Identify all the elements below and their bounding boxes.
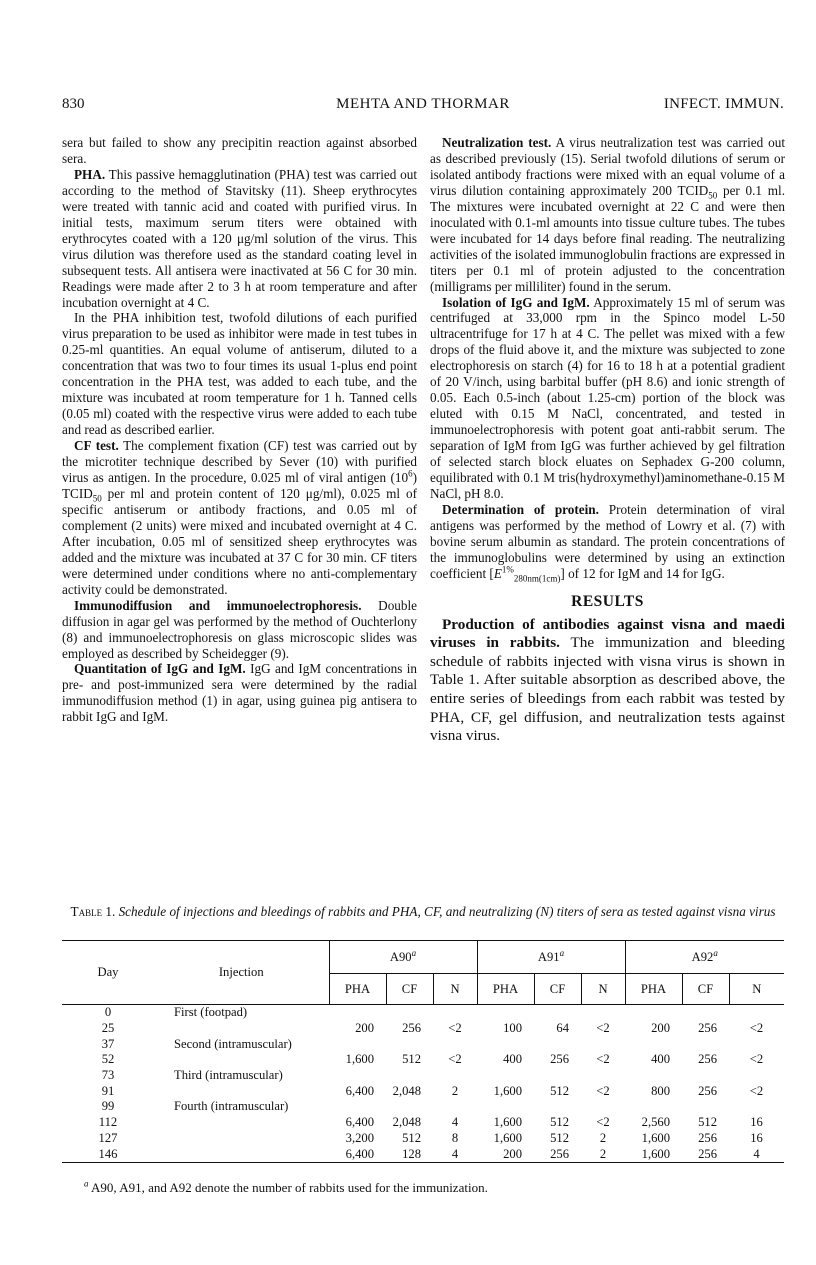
cell-titer: 256	[534, 1146, 581, 1162]
table-body	[62, 1005, 784, 1163]
isolation-text: Approximately 15 ml of serum was centrifuged at 33,000 rpm in the Spinco model L-50 ultracentrifuge for 17 h at 4 C. The pellet was mixed with a few drops of the fluid above it, and the mixture was subjected to zone electrophoresis on starch (4) for 16 to 18 h at a potential gradient of 20 V/inch, using barbital buffer (pH 8.6) and ionic strength of 0.05. Each 0.5-inch (about 1.25-cm) portion of the block was eluted with 0.15 M NaCl, concentrated, and tested in immunoelectrophoresis with potent goat anti-rabbit serum. The separation of IgM from IgG was further achieved by gel filtration of selected starch block eluates on Sephadex G-200 column, equilibrated with 0.1 M tris(hydroxymethyl)aminomethane-0.15 M NaCl, pH 8.0.	[430, 294, 785, 501]
cell-titer: 1,600	[493, 1130, 522, 1145]
subheader-pha: PHA	[625, 974, 682, 1005]
group-a92-mark: a	[713, 947, 718, 958]
cell-titer: 256	[402, 1021, 421, 1036]
cell-titer: 800	[651, 1083, 670, 1098]
header-group-a91	[477, 941, 625, 974]
cell-day: 37	[101, 1036, 115, 1051]
cell-titer	[682, 1068, 729, 1084]
cell-titer	[534, 1036, 581, 1052]
paragraph-immunodiffusion	[62, 598, 417, 662]
cell-titer	[477, 1036, 534, 1052]
group-a92-name: A92	[691, 949, 714, 964]
cell-titer: 400	[503, 1052, 522, 1067]
cell-titer: 6,400	[345, 1115, 374, 1130]
paragraph-neutralization	[430, 135, 785, 295]
cell-titer: 2	[581, 1146, 625, 1162]
cell-titer: 200	[651, 1021, 670, 1036]
quantitation-text: IgG and IgM concentrations in pre- and post-immunized sera were determined by the radial immunodiffusion method (1) in agar, using guinea pig antisera to rabbit IgG and IgM.	[62, 661, 417, 725]
cell-titer	[534, 1005, 581, 1021]
cell-titer	[625, 1005, 682, 1021]
cell-titer: 1,600	[641, 1130, 670, 1145]
cell-titer	[386, 1068, 433, 1084]
section-heading-neutralization: Neutralization test.	[442, 135, 552, 150]
cell-titer	[581, 1005, 625, 1021]
page-number: 830	[62, 96, 85, 112]
cell-titer	[329, 1068, 386, 1084]
cell-day: 0	[104, 1005, 112, 1020]
cell-titer	[329, 1036, 386, 1052]
table-row	[62, 1083, 784, 1099]
cell-titer: 4	[433, 1146, 477, 1162]
cf-text-b: ) TCID	[62, 470, 417, 501]
subheader-pha: PHA	[329, 974, 386, 1005]
cell-day: 73	[101, 1068, 115, 1083]
extinction-symbol: E	[493, 565, 502, 581]
section-heading-cf: CF test.	[74, 438, 119, 454]
cell-day: 127	[98, 1130, 118, 1145]
cell-titer: 128	[386, 1146, 433, 1162]
cell-titer: 256	[550, 1052, 569, 1067]
section-heading-quantitation: Quantitation of IgG and IgM.	[74, 661, 246, 677]
cell-titer: 256	[698, 1130, 717, 1145]
cell-titer	[433, 1099, 477, 1115]
extinction-superscript: 1%	[501, 564, 514, 575]
cell-titer: <2	[448, 1052, 462, 1067]
right-column	[430, 135, 785, 746]
paragraph-isolation	[430, 295, 785, 502]
cell-titer: <2	[596, 1052, 610, 1067]
cell-injection: Third (intramuscular)	[174, 1068, 283, 1083]
cell-titer: <2	[596, 1083, 610, 1098]
cell-injection	[154, 1131, 329, 1147]
cell-day: 91	[101, 1083, 115, 1098]
cell-titer	[386, 1005, 433, 1021]
cell-titer	[329, 1005, 386, 1021]
cell-titer: 256	[698, 1021, 717, 1036]
subheader-n: N	[729, 974, 784, 1005]
immunodiffusion-text: Double diffusion in agar gel was performed by the method of Ouchterlony (8) and immunoelectrophoresis on glass microscopic slides was employed as described by Scheidegger (9).	[62, 597, 417, 661]
cell-day: 25	[101, 1021, 115, 1036]
neutralization-subscript: 50	[708, 190, 718, 201]
cell-titer: 512	[402, 1130, 421, 1145]
journal-name: INFECT. IMMUN.	[663, 96, 784, 112]
cell-titer	[581, 1068, 625, 1084]
cell-titer	[386, 1036, 433, 1052]
cell-titer: 400	[651, 1052, 670, 1067]
cell-titer: 16	[750, 1130, 763, 1145]
table-label: Table 1.	[70, 904, 116, 919]
cell-titer	[729, 1036, 784, 1052]
cell-titer: 6,400	[345, 1083, 374, 1098]
cell-titer	[386, 1099, 433, 1115]
cell-titer: 6,400	[329, 1146, 386, 1162]
cf-superscript: 6	[408, 468, 413, 479]
header-injection: Injection	[154, 941, 329, 1005]
cell-titer: 64	[556, 1021, 569, 1036]
table-row	[62, 1115, 784, 1131]
cell-titer: 1,600	[625, 1146, 682, 1162]
table-1	[62, 940, 784, 1163]
left-column	[62, 135, 417, 725]
cell-titer	[477, 1068, 534, 1084]
subheader-cf: CF	[682, 974, 729, 1005]
cell-titer: 2,560	[641, 1115, 670, 1130]
neutralization-text-a: A virus neutralization test was carried out as described previously (15). Serial twofold dilutions of serum or isolated antibody fractions were mixed with an equal volume of a virus dilution containing approximately 200 TCID	[430, 135, 786, 198]
cell-titer	[682, 1005, 729, 1021]
cell-injection: Second (intramuscular)	[174, 1036, 292, 1051]
cf-text-a: The complement fixation (CF) test was carried out by the microtiter technique described by Sever (10) with purified virus as antigen. In the procedure, 0.025 ml of viral antigen (10	[62, 438, 418, 486]
cell-titer	[477, 1099, 534, 1115]
cell-injection	[154, 1021, 329, 1037]
cell-titer: 256	[682, 1146, 729, 1162]
cell-titer	[682, 1036, 729, 1052]
cell-titer	[729, 1099, 784, 1115]
cell-titer: 200	[355, 1021, 374, 1036]
subheader-n: N	[581, 974, 625, 1005]
cf-subscript: 50	[92, 493, 102, 504]
cell-titer: <2	[749, 1052, 764, 1067]
cell-titer	[433, 1068, 477, 1084]
cell-day: 146	[62, 1146, 154, 1162]
cell-titer	[625, 1068, 682, 1084]
cell-titer: 256	[698, 1052, 717, 1067]
cell-injection	[154, 1052, 329, 1068]
table-row	[62, 1005, 784, 1021]
results-heading: RESULTS	[571, 592, 644, 610]
cell-titer: 512	[550, 1083, 569, 1098]
extinction-subscript: 280nm(1cm)	[513, 573, 561, 584]
cell-day: 112	[98, 1115, 118, 1130]
paragraph-pha	[62, 167, 417, 311]
table-footnote	[84, 1180, 488, 1196]
protein-text-a: Protein determination of viral antigens was performed by the method of Lowry et al. (7) with bovine serum albumin as standard. The protein concentrations of the immunoglobulins were determined by using an extinction coefficient [	[430, 501, 785, 581]
cell-day: 52	[101, 1052, 115, 1067]
cell-titer	[534, 1068, 581, 1084]
header-group-a90	[329, 941, 477, 974]
cell-titer: 1,600	[345, 1052, 374, 1067]
section-heading-pha: PHA.	[74, 166, 106, 182]
cell-titer	[729, 1068, 784, 1084]
cell-titer	[625, 1036, 682, 1052]
group-a91-mark: a	[559, 947, 565, 958]
cell-titer: 2,048	[392, 1083, 421, 1098]
neutralization-text-b: per 0.1 ml. The mixtures were incubated overnight at 22 C and were then inoculated with 0.1-ml amounts into tissue culture tubes. The tubes were incubated for 14 days before final reading. The neutralizing activities of the isolated immunoglobulin fractions are expressed in titers per 0.1 ml of protein adjusted to the concentration (milligrams per milliliter) found in the serum.	[430, 182, 785, 294]
running-header	[62, 96, 784, 116]
cell-titer: 2	[451, 1083, 459, 1098]
subheader-cf: CF	[534, 974, 581, 1005]
paragraph-results	[430, 616, 785, 746]
cf-text-c: per ml and protein content of 120 μg/ml), 0.025 ml of specific antiserum or antibody fractions, and 0.05 ml of complement (2 units) were mixed and incubated overnight at 4 C. After incubation, 0.05 ml of sensitized sheep erythrocytes was added and the mixture was incubated at 37 C for 30 min. CF titers were determined under conditions where no anti-complementary activity could be demonstrated.	[62, 485, 417, 597]
table-row	[62, 1068, 784, 1084]
table-row	[62, 1146, 784, 1162]
group-a90-mark: a	[411, 947, 417, 958]
cell-injection	[154, 1146, 329, 1162]
results-text: The immunization and bleeding schedule of rabbits injected with visna virus is shown in Table 1. After suitable absorption as described above, the entire series of bleedings from each rabbit was tested by PHA, CF, gel diffusion, and neutralization tests against visna virus.	[430, 634, 785, 745]
paragraph-continuation: sera but failed to show any precipitin reaction against absorbed sera.	[62, 135, 417, 166]
cell-titer: 3,200	[345, 1130, 374, 1145]
cell-titer: 2,048	[392, 1115, 421, 1130]
section-heading-production: Production of antibodies against visna and maedi viruses in rabbits.	[430, 615, 785, 652]
subheader-cf: CF	[386, 974, 433, 1005]
header-day: Day	[62, 941, 154, 1005]
cell-titer: 512	[402, 1052, 421, 1067]
paragraph-cf	[62, 438, 417, 598]
cell-titer	[581, 1099, 625, 1115]
cell-titer: 2	[599, 1130, 607, 1145]
table-row	[62, 1021, 784, 1037]
cell-titer: 1,600	[493, 1083, 522, 1098]
table-caption	[62, 904, 784, 920]
cell-titer: 200	[477, 1146, 534, 1162]
cell-titer: <2	[596, 1021, 610, 1036]
table-row	[62, 1036, 784, 1052]
paragraph-pha-inhibition: In the PHA inhibition test, twofold dilutions of each purified virus preparation to be used as inhibitor were made in test tubes in 0.25-ml quantities. An equal volume of antiserum, diluted to a concentration that was two to four times its usual 1-plus end point concentration in the PHA test, was added to each tube, and the mixture was incubated at room temperature for 1 h. Tanned cells (0.05 ml) coated with the respective virus were added to each tube and read as described earlier.	[62, 310, 417, 438]
cell-titer: 16	[750, 1115, 763, 1130]
table-caption-text: Schedule of injections and bleedings of rabbits and PHA, CF, and neutralizing (N) titers of sera as tested against visna virus	[115, 904, 776, 919]
cell-titer	[682, 1099, 729, 1115]
paragraph-protein	[430, 502, 785, 582]
cell-titer: 1,600	[493, 1115, 522, 1130]
running-authors: MEHTA AND THORMAR	[336, 96, 510, 112]
cell-injection: First (footpad)	[174, 1005, 248, 1020]
cell-injection	[154, 1115, 329, 1131]
cell-injection	[154, 1083, 329, 1099]
cell-titer	[729, 1005, 784, 1021]
cell-titer: <2	[448, 1021, 462, 1036]
group-a90-name: A90	[389, 949, 412, 964]
protein-text-b: ] of 12 for IgM and 14 for IgG.	[560, 565, 725, 581]
subheader-n: N	[433, 974, 477, 1005]
cell-titer: <2	[749, 1021, 764, 1036]
cell-titer	[433, 1036, 477, 1052]
cell-injection: Fourth (intramuscular)	[174, 1099, 289, 1114]
table-row	[62, 1131, 784, 1147]
header-group-a92	[625, 941, 784, 974]
subheader-pha: PHA	[477, 974, 534, 1005]
cell-titer: 100	[503, 1021, 522, 1036]
cell-titer: 512	[698, 1115, 717, 1130]
cell-day: 99	[101, 1099, 115, 1114]
cell-titer: <2	[749, 1083, 764, 1098]
footnote-mark: a	[84, 1178, 89, 1189]
cell-titer: 4	[451, 1115, 459, 1130]
table-row	[62, 1099, 784, 1115]
cell-titer: 8	[451, 1130, 459, 1145]
cell-titer	[477, 1005, 534, 1021]
table-row	[62, 1052, 784, 1068]
footnote-text: A90, A91, and A92 denote the number of rabbits used for the immunization.	[88, 1180, 488, 1195]
cell-titer: <2	[596, 1115, 610, 1130]
cell-titer	[625, 1099, 682, 1115]
cell-titer: 4	[729, 1146, 784, 1162]
section-heading-protein: Determination of protein.	[442, 501, 599, 517]
cell-titer: 512	[550, 1115, 569, 1130]
section-heading-isolation: Isolation of IgG and IgM.	[442, 294, 590, 310]
group-a91-name: A91	[537, 949, 560, 964]
pha-text: This passive hemagglutination (PHA) test was carried out according to the method of Stavitsky (11). Sheep erythrocytes were treated with tannic acid and coated with purified virus. In initial tests, maximum serum titers were obtained with erythrocytes coated with a 120 μg/ml solution of the virus. This virus dilution was therefore used as the standard coating level in subsequent tests. All antisera were inactivated at 56 C for 30 min. Readings were made after 2 to 3 h at room temperature and after incubation overnight at 4 C.	[62, 166, 417, 310]
cell-titer	[534, 1099, 581, 1115]
cell-titer	[581, 1036, 625, 1052]
paragraph-quantitation	[62, 661, 417, 725]
cell-titer: 256	[698, 1083, 717, 1098]
cell-titer: 512	[550, 1130, 569, 1145]
section-heading-immunodiffusion: Immunodiffusion and immunoelectrophoresis.	[74, 597, 362, 613]
cell-titer	[329, 1099, 386, 1115]
cell-titer	[433, 1005, 477, 1021]
